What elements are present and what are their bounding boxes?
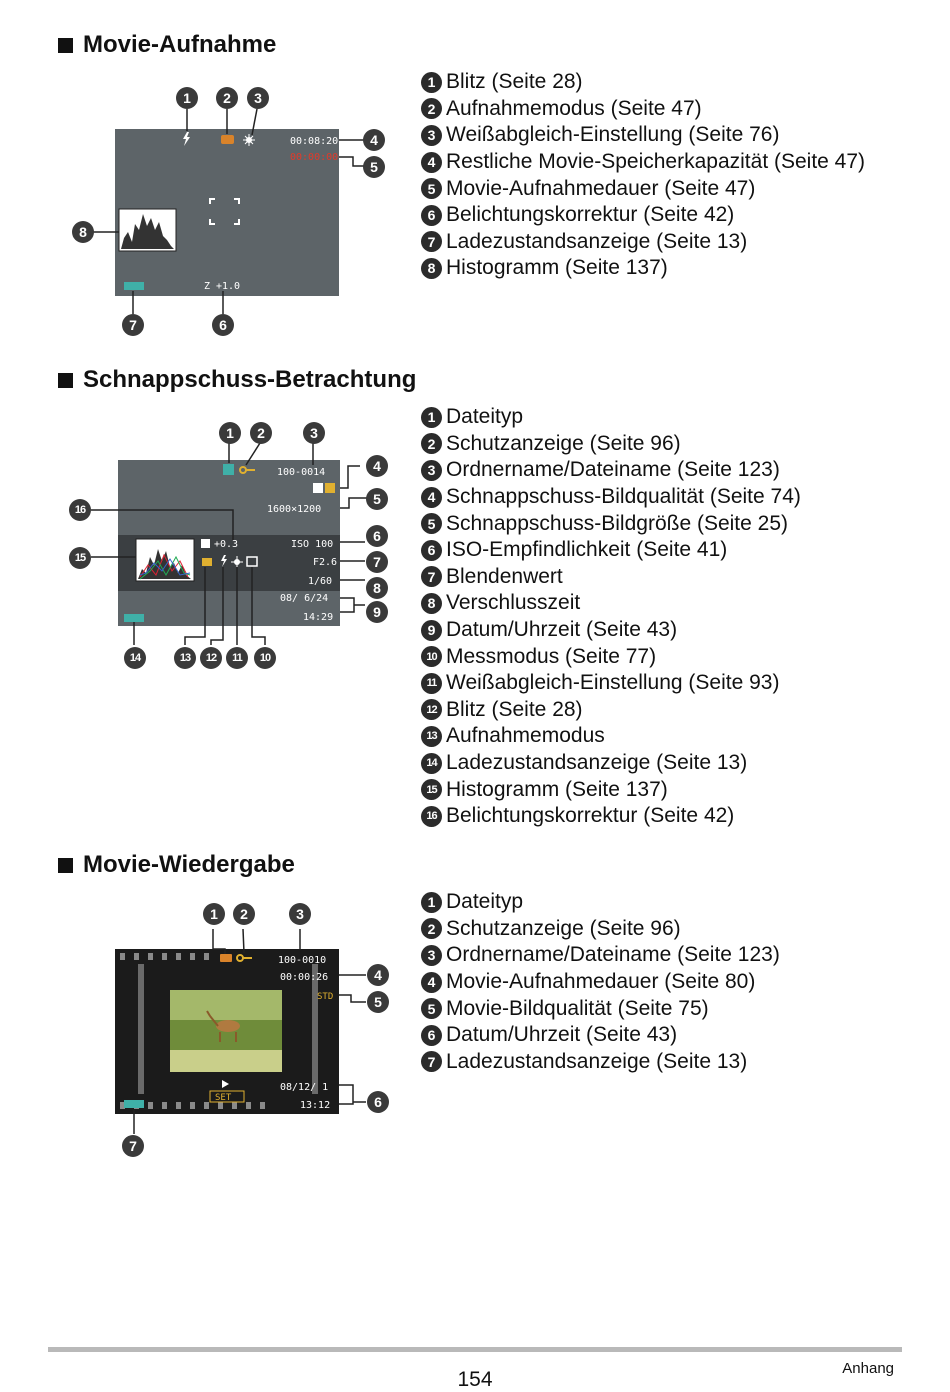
elapsed-time: 00:00:00 <box>290 152 339 163</box>
movie-playback-screen-diagram <box>60 900 400 1162</box>
iso-value: ISO 100 <box>291 539 334 550</box>
callout-1: 1 <box>219 422 241 444</box>
list-item: 9 Datum/Uhrzeit (Seite 43) <box>421 617 801 644</box>
callout-6: 6 <box>212 314 234 336</box>
list-item: 1 Dateityp <box>421 889 780 916</box>
battery-icon <box>124 1100 144 1108</box>
duration-value: 00:00:26 <box>280 972 329 983</box>
list-item: 1 Blitz (Seite 28) <box>421 69 865 96</box>
folder-file-name: 100-0014 <box>277 467 326 478</box>
date-value: 08/12/ 1 <box>280 1082 329 1093</box>
callout-1: 1 <box>203 903 225 925</box>
callout-3: 3 <box>289 903 311 925</box>
list-item: 7 Ladezustandsanzeige (Seite 13) <box>421 229 865 256</box>
callout-1: 1 <box>176 87 198 109</box>
callout-7: 7 <box>366 551 388 573</box>
remaining-time: 00:08:20 <box>290 136 339 147</box>
callout-7: 7 <box>122 314 144 336</box>
section-title-text: Movie-Aufnahme <box>83 31 277 58</box>
callout-7: 7 <box>122 1135 144 1157</box>
battery-icon <box>124 282 144 290</box>
callout-12: 12 <box>200 647 222 669</box>
date-value: 08/ 6/24 <box>280 593 329 604</box>
legend-movie-wiedergabe <box>421 889 780 1075</box>
callout-16: 16 <box>69 499 91 521</box>
list-item: 15 Histogramm (Seite 137) <box>421 776 801 803</box>
list-item: 4 Restliche Movie-Speicherkapazität (Seite 47) <box>421 149 865 176</box>
callout-2: 2 <box>216 87 238 109</box>
ev-value: +0.3 <box>214 539 239 550</box>
square-bullet-icon <box>58 38 73 53</box>
callout-3: 3 <box>247 87 269 109</box>
list-item: 4 Schnappschuss-Bildqualität (Seite 74) <box>421 484 801 511</box>
folder-file-name: 100-0010 <box>278 955 327 966</box>
list-item: 3 Ordnername/Dateiname (Seite 123) <box>421 942 780 969</box>
callout-10: 10 <box>254 647 276 669</box>
list-item: 6 ISO-Empfindlichkeit (Seite 41) <box>421 537 801 564</box>
list-item: 7 Ladezustandsanzeige (Seite 13) <box>421 1049 780 1076</box>
battery-icon <box>124 614 144 622</box>
callout-15: 15 <box>69 547 91 569</box>
page-number: 154 <box>457 1368 493 1391</box>
movie-mode-icon <box>221 135 234 144</box>
legend-movie-aufnahme <box>421 69 865 282</box>
callout-2: 2 <box>233 903 255 925</box>
time-value: 13:12 <box>300 1100 331 1111</box>
deer-shape <box>216 1020 240 1032</box>
section-title-movie-aufnahme <box>58 31 276 59</box>
list-item: 6 Belichtungskorrektur (Seite 42) <box>421 202 865 229</box>
callout-4: 4 <box>367 964 389 986</box>
list-item: 4 Movie-Aufnahmedauer (Seite 80) <box>421 969 780 996</box>
movie-file-type-icon <box>220 954 232 962</box>
section-title-schnappschuss-betrachtung <box>58 366 416 394</box>
list-item: 5 Schnappschuss-Bildgröße (Seite 25) <box>421 510 801 537</box>
camera-mode-icon <box>202 558 212 566</box>
time-value: 14:29 <box>303 612 334 623</box>
list-item: 12 Blitz (Seite 28) <box>421 697 801 724</box>
chapter-label: Anhang <box>842 1360 894 1377</box>
callout-4: 4 <box>366 455 388 477</box>
callout-3: 3 <box>303 422 325 444</box>
quality-icon <box>313 483 323 493</box>
image-size: 1600×1200 <box>267 504 322 515</box>
section-title-text: Movie-Wiedergabe <box>83 851 295 878</box>
callout-9: 9 <box>366 601 388 623</box>
section-title-movie-wiedergabe <box>58 851 295 879</box>
callout-5: 5 <box>366 488 388 510</box>
legend-schnappschuss-betrachtung <box>421 404 801 830</box>
square-bullet-icon <box>58 858 73 873</box>
ev-value: +1.0 <box>216 281 241 292</box>
callout-5: 5 <box>363 156 385 178</box>
callout-8: 8 <box>366 577 388 599</box>
quality-value: STD <box>317 992 334 1002</box>
section-title-text: Schnappschuss-Betrachtung <box>83 366 417 393</box>
callout-2: 2 <box>250 422 272 444</box>
callout-14: 14 <box>124 647 146 669</box>
list-item: 2 Schutzanzeige (Seite 96) <box>421 431 801 458</box>
list-item: 6 Datum/Uhrzeit (Seite 43) <box>421 1022 780 1049</box>
callout-13: 13 <box>174 647 196 669</box>
callout-4: 4 <box>363 129 385 151</box>
svg-text:Z: Z <box>204 281 211 292</box>
callout-6: 6 <box>367 1091 389 1113</box>
snapshot-view-screen-diagram <box>60 415 400 675</box>
list-item: 3 Weißabgleich-Einstellung (Seite 76) <box>421 122 865 149</box>
list-item: 1 Dateityp <box>421 404 801 431</box>
callout-5: 5 <box>367 991 389 1013</box>
list-item: 2 Aufnahmemodus (Seite 47) <box>421 96 865 123</box>
list-item: 16 Belichtungskorrektur (Seite 42) <box>421 803 801 830</box>
list-item: 11 Weißabgleich-Einstellung (Seite 93) <box>421 670 801 697</box>
shutter-value: 1/60 <box>308 576 333 587</box>
file-type-icon <box>223 464 234 475</box>
callout-8: 8 <box>72 221 94 243</box>
callout-11: 11 <box>226 647 248 669</box>
list-item: 5 Movie-Bildqualität (Seite 75) <box>421 995 780 1022</box>
ev-icon <box>201 539 210 548</box>
aperture-value: F2.6 <box>313 557 338 568</box>
list-item: 14 Ladezustandsanzeige (Seite 13) <box>421 750 801 777</box>
callout-6: 6 <box>366 525 388 547</box>
square-bullet-icon <box>58 373 73 388</box>
set-label: SET <box>215 1093 232 1103</box>
list-item: 7 Blendenwert <box>421 564 801 591</box>
list-item: 8 Verschlusszeit <box>421 590 801 617</box>
movie-recording-screen-diagram <box>60 80 400 342</box>
list-item: 13 Aufnahmemodus <box>421 723 801 750</box>
footer-divider <box>48 1347 902 1352</box>
list-item: 2 Schutzanzeige (Seite 96) <box>421 916 780 943</box>
list-item: 8 Histogramm (Seite 137) <box>421 255 865 282</box>
list-item: 5 Movie-Aufnahmedauer (Seite 47) <box>421 175 865 202</box>
list-item: 3 Ordnername/Dateiname (Seite 123) <box>421 457 801 484</box>
list-item: 10 Messmodus (Seite 77) <box>421 643 801 670</box>
